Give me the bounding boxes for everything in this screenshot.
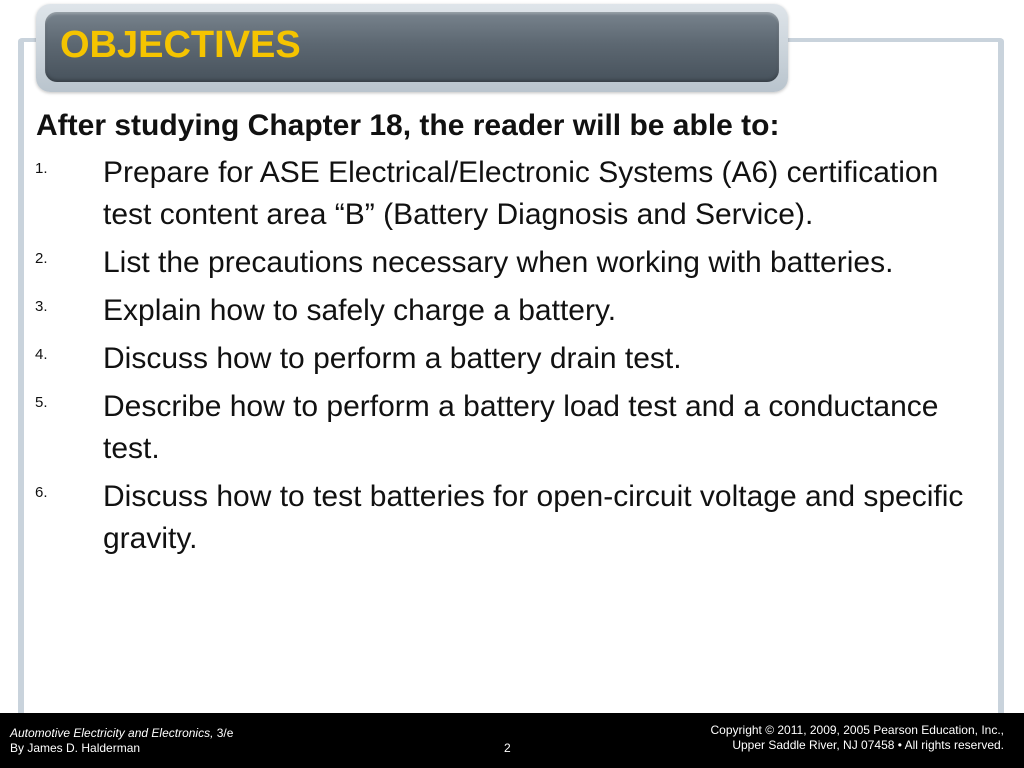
objectives-list <box>36 152 986 560</box>
objective-number: 4. <box>35 346 48 363</box>
objective-item <box>36 386 986 470</box>
objective-text: Prepare for ASE Electrical/Electronic Systems (A6) certification test content area “B” (Battery Diagnosis and Service). <box>103 156 939 231</box>
objective-number: 5. <box>35 394 48 411</box>
slide-title: OBJECTIVES <box>60 24 301 66</box>
book-edition: 3/e <box>213 726 234 740</box>
slide-content <box>36 106 986 566</box>
slide-footer <box>0 713 1024 768</box>
intro-text: After studying Chapter 18, the reader will be able to: <box>36 109 780 142</box>
objective-number: 6. <box>35 484 48 501</box>
objective-text: Discuss how to perform a battery drain test. <box>103 342 682 375</box>
footer-copyright <box>711 723 1004 753</box>
objective-number: 2. <box>35 250 48 267</box>
footer-author: By James D. Halderman <box>10 741 141 755</box>
page-number: 2 <box>504 741 511 755</box>
objective-text: Discuss how to test batteries for open-circuit voltage and specific gravity. <box>103 480 964 555</box>
footer-title-line <box>10 726 233 741</box>
copyright-line-1: Copyright © 2011, 2009, 2005 Pearson Education, Inc., <box>710 723 1004 737</box>
objective-item <box>36 152 986 236</box>
copyright-line-2: Upper Saddle River, NJ 07458 • All rights reserved. <box>732 738 1004 752</box>
objective-text: Describe how to perform a battery load test and a conductance test. <box>103 390 939 465</box>
objective-text: List the precautions necessary when working with batteries. <box>103 246 894 279</box>
footer-book-info <box>10 726 233 756</box>
objective-item <box>36 242 986 284</box>
book-title: Automotive Electricity and Electronics, <box>10 726 214 740</box>
objective-item <box>36 290 986 332</box>
objective-item <box>36 338 986 380</box>
objective-number: 3. <box>35 298 48 315</box>
objective-number: 1. <box>35 160 48 177</box>
objective-text: Explain how to safely charge a battery. <box>103 294 617 327</box>
objective-item <box>36 476 986 560</box>
